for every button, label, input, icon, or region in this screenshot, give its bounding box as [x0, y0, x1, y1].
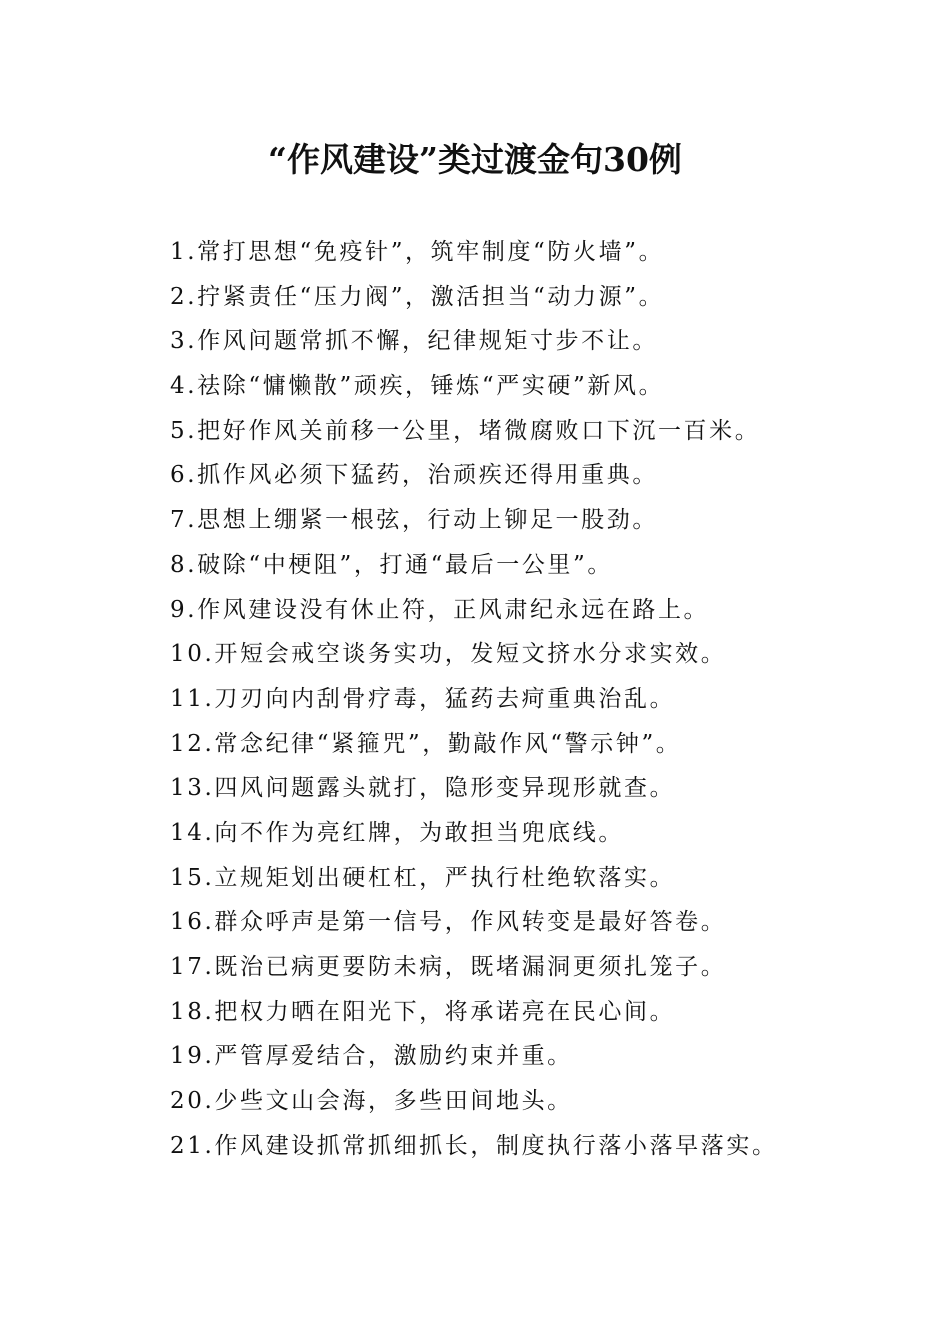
list-item: 14.向不作为亮红牌，为敢担当兜底线。 [170, 819, 624, 846]
list-item: 13.四风问题露头就打，隐形变异现形就查。 [170, 775, 676, 802]
list-item: 16.群众呼声是第一信号，作风转变是最好答卷。 [170, 909, 727, 936]
list-item: 7.思想上绷紧一根弦，行动上铆足一股劲。 [170, 507, 658, 534]
list-item: 18.把权力晒在阳光下，将承诺亮在民心间。 [170, 998, 676, 1025]
list-item: 21.作风建设抓常抓细抓长，制度执行落小落早落实。 [170, 1132, 778, 1159]
list-item: 2.拧紧责任“压力阀”，激活担当“动力源”。 [170, 283, 665, 310]
list-item: 5.把好作风关前移一公里，堵微腐败口下沉一百米。 [170, 417, 761, 444]
list-item: 3.作风问题常抓不懈，纪律规矩寸步不让。 [170, 328, 658, 355]
list-item: 19.严管厚爱结合，激励约束并重。 [170, 1043, 573, 1070]
list-item: 1.常打思想“免疫针”，筑牢制度“防火墙”。 [170, 239, 665, 265]
document-title: “作风建设”类过渡金句30例 [268, 140, 682, 179]
list-item: 11.刀刃向内刮骨疗毒，猛药去疴重典治乱。 [170, 685, 676, 712]
list-item: 15.立规矩划出硬杠杠，严执行杜绝软落实。 [170, 864, 676, 891]
list-item: 6.抓作风必须下猛药，治顽疾还得用重典。 [170, 462, 658, 489]
list-item: 4.祛除“慵懒散”顽疾，锤炼“严实硬”新风。 [170, 373, 665, 400]
list-item: 9.作风建设没有休止符，正风肃纪永远在路上。 [170, 596, 710, 623]
list-item: 10.开短会戒空谈务实功，发短文挤水分求实效。 [170, 641, 727, 668]
list-item: 12.常念纪律“紧箍咒”，勤敲作风“警示钟”。 [170, 730, 682, 757]
list-item: 20.少些文山会海，多些田间地头。 [170, 1088, 573, 1115]
list-item: 17.既治已病更要防未病，既堵漏洞更须扎笼子。 [170, 954, 727, 980]
quote-list [170, 232, 778, 1170]
list-item: 8.破除“中梗阻”，打通“最后一公里”。 [170, 551, 613, 578]
